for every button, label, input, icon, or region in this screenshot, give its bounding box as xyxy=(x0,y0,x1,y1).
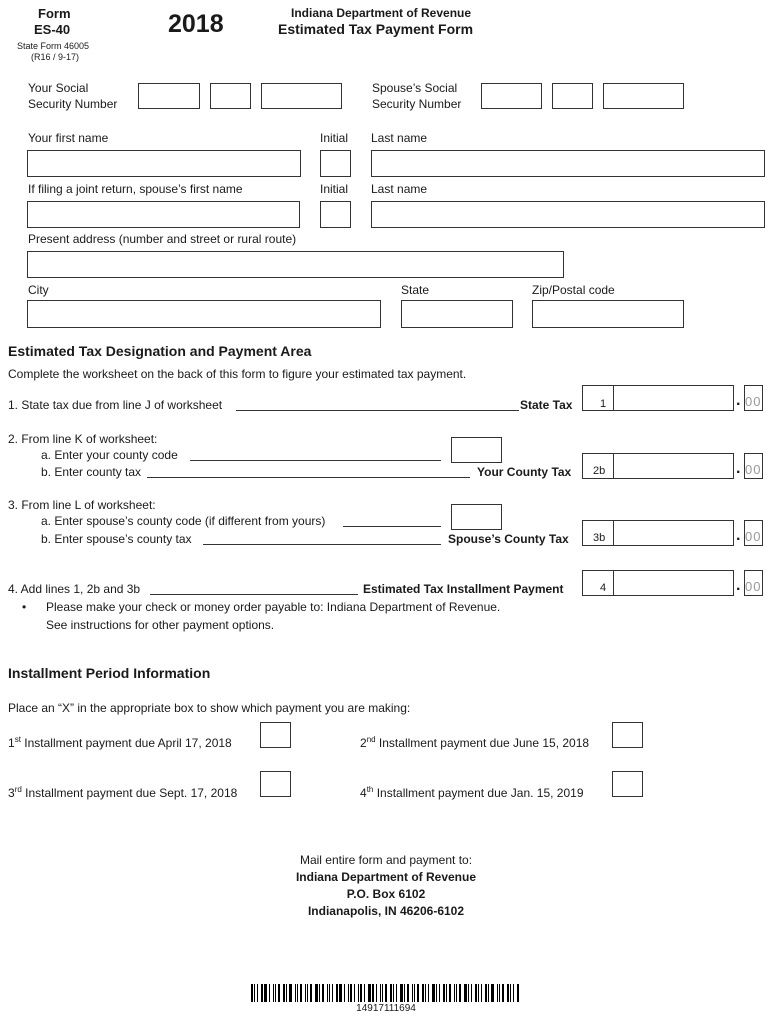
spouse-initial-label: Initial xyxy=(320,182,349,196)
payment-note-line1: Please make your check or money order payable to: Indiana Department of Revenue. xyxy=(46,600,501,614)
state-input[interactable] xyxy=(401,300,513,328)
spouse-ssn-part3-input[interactable] xyxy=(603,83,684,109)
line2b-text: b. Enter county tax xyxy=(41,465,142,479)
mailing-intro: Mail entire form and payment to: xyxy=(299,853,473,867)
your-ssn-part1-input[interactable] xyxy=(138,83,200,109)
line4-cents: 00 xyxy=(745,579,762,594)
line4-divider xyxy=(613,570,614,596)
installment-4-label: 4th Installment payment due Jan. 15, 2019 xyxy=(360,785,584,800)
line1-number: 1 xyxy=(600,398,607,410)
spouse-last-name-input[interactable] xyxy=(371,201,765,228)
line4-cents-box[interactable] xyxy=(744,570,763,596)
line1-cents-box[interactable] xyxy=(744,385,763,411)
line2a-text: a. Enter your county code xyxy=(41,448,178,462)
installment-3-checkbox[interactable] xyxy=(260,771,291,797)
county-code-input[interactable] xyxy=(451,437,502,463)
mailing-department: Indiana Department of Revenue xyxy=(295,870,477,884)
installment-instruction: Place an “X” in the appropriate box to show which payment you are making: xyxy=(8,701,411,715)
line3-cents-box[interactable] xyxy=(744,520,763,546)
state-form-number: State Form 46005 xyxy=(17,41,90,51)
line3a-text: a. Enter spouse’s county code (if different from yours) xyxy=(41,514,326,528)
line3b-text: b. Enter spouse’s county tax xyxy=(41,532,192,546)
barcode-number: 14917111694 xyxy=(356,1003,416,1014)
note-bullet: • xyxy=(22,600,27,614)
line2-cents-box[interactable] xyxy=(744,453,763,479)
designation-heading: Estimated Tax Designation and Payment Area xyxy=(8,343,312,359)
spouse-initial-input[interactable] xyxy=(320,201,351,228)
payment-note-line2: See instructions for other payment options. xyxy=(46,618,275,632)
form-title: Estimated Tax Payment Form xyxy=(278,21,474,37)
tax-year: 2018 xyxy=(168,10,224,38)
installment-3-label: 3rd Installment payment due Sept. 17, 2018 xyxy=(8,785,238,800)
installment-4-checkbox[interactable] xyxy=(612,771,643,797)
form-word: Form xyxy=(38,6,71,21)
installment-2-checkbox[interactable] xyxy=(612,722,643,748)
designation-instruction: Complete the worksheet on the back of this form to figure your estimated tax payment. xyxy=(8,367,467,381)
line3-divider xyxy=(613,520,614,546)
line4-label: Estimated Tax Installment Payment xyxy=(363,582,564,596)
your-ssn-part3-input[interactable] xyxy=(261,83,342,109)
initial-input[interactable] xyxy=(320,150,351,177)
line4-decimal: . xyxy=(736,577,741,594)
your-ssn-part2-input[interactable] xyxy=(210,83,251,109)
form-revision: (R16 / 9-17) xyxy=(31,52,80,62)
line3-text: 3. From line L of worksheet: xyxy=(8,498,156,512)
address-input[interactable] xyxy=(27,251,564,278)
line1-text: 1. State tax due from line J of worksheet xyxy=(8,398,223,412)
line2-text: 2. From line K of worksheet: xyxy=(8,432,158,446)
form-code: ES-40 xyxy=(34,22,71,37)
department-name: Indiana Department of Revenue xyxy=(291,6,472,20)
line3a-leader xyxy=(343,526,441,527)
line1-leader xyxy=(236,410,519,411)
line3b-leader xyxy=(203,544,441,545)
barcode-graphic xyxy=(251,984,521,1002)
your-ssn-label-1: Your Social xyxy=(28,81,89,95)
spouse-ssn-part2-input[interactable] xyxy=(552,83,593,109)
your-ssn-label-2: Security Number xyxy=(28,97,118,111)
line1-cents: 00 xyxy=(745,394,762,409)
installment-1-checkbox[interactable] xyxy=(260,722,291,748)
line2a-leader xyxy=(190,460,441,461)
city-label: City xyxy=(28,283,49,297)
last-name-input[interactable] xyxy=(371,150,765,177)
line3-cents: 00 xyxy=(745,529,762,544)
zip-input[interactable] xyxy=(532,300,684,328)
state-label: State xyxy=(401,283,430,297)
spouse-last-name-label: Last name xyxy=(371,182,428,196)
line2-number: 2b xyxy=(593,465,606,477)
spouse-ssn-part1-input[interactable] xyxy=(481,83,542,109)
line2-label: Your County Tax xyxy=(477,465,572,479)
line4-text: 4. Add lines 1, 2b and 3b xyxy=(8,582,141,596)
first-name-input[interactable] xyxy=(27,150,301,177)
mailing-po-box: P.O. Box 6102 xyxy=(346,887,426,901)
last-name-label: Last name xyxy=(371,131,428,145)
first-name-label: Your first name xyxy=(28,131,109,145)
line1-divider xyxy=(613,385,614,411)
line3-decimal: . xyxy=(736,527,741,544)
city-input[interactable] xyxy=(27,300,381,328)
line4-number: 4 xyxy=(600,582,607,594)
spouse-first-name-input[interactable] xyxy=(27,201,300,228)
installment-2-label: 2nd Installment payment due June 15, 2018 xyxy=(360,735,590,750)
zip-label: Zip/Postal code xyxy=(532,283,615,297)
line4-leader xyxy=(150,594,358,595)
line2-decimal: . xyxy=(736,460,741,477)
line2b-leader xyxy=(147,477,470,478)
installment-heading: Installment Period Information xyxy=(8,665,211,681)
line2-cents: 00 xyxy=(745,462,762,477)
line2-divider xyxy=(613,453,614,479)
address-label: Present address (number and street or rural route) xyxy=(28,232,297,246)
installment-1-label: 1st Installment payment due April 17, 2018 xyxy=(8,735,232,750)
spouse-ssn-label-2: Security Number xyxy=(372,97,462,111)
line3-number: 3b xyxy=(593,532,606,544)
spouse-first-name-label: If filing a joint return, spouse’s first name xyxy=(28,182,243,196)
line3-label: Spouse’s County Tax xyxy=(448,532,569,546)
mailing-city: Indianapolis, IN 46206-6102 xyxy=(307,904,465,918)
line1-decimal: . xyxy=(736,392,741,409)
initial-label: Initial xyxy=(320,131,349,145)
spouse-ssn-label-1: Spouse’s Social xyxy=(372,81,458,95)
line1-label: State Tax xyxy=(520,398,573,412)
spouse-county-code-input[interactable] xyxy=(451,504,502,530)
